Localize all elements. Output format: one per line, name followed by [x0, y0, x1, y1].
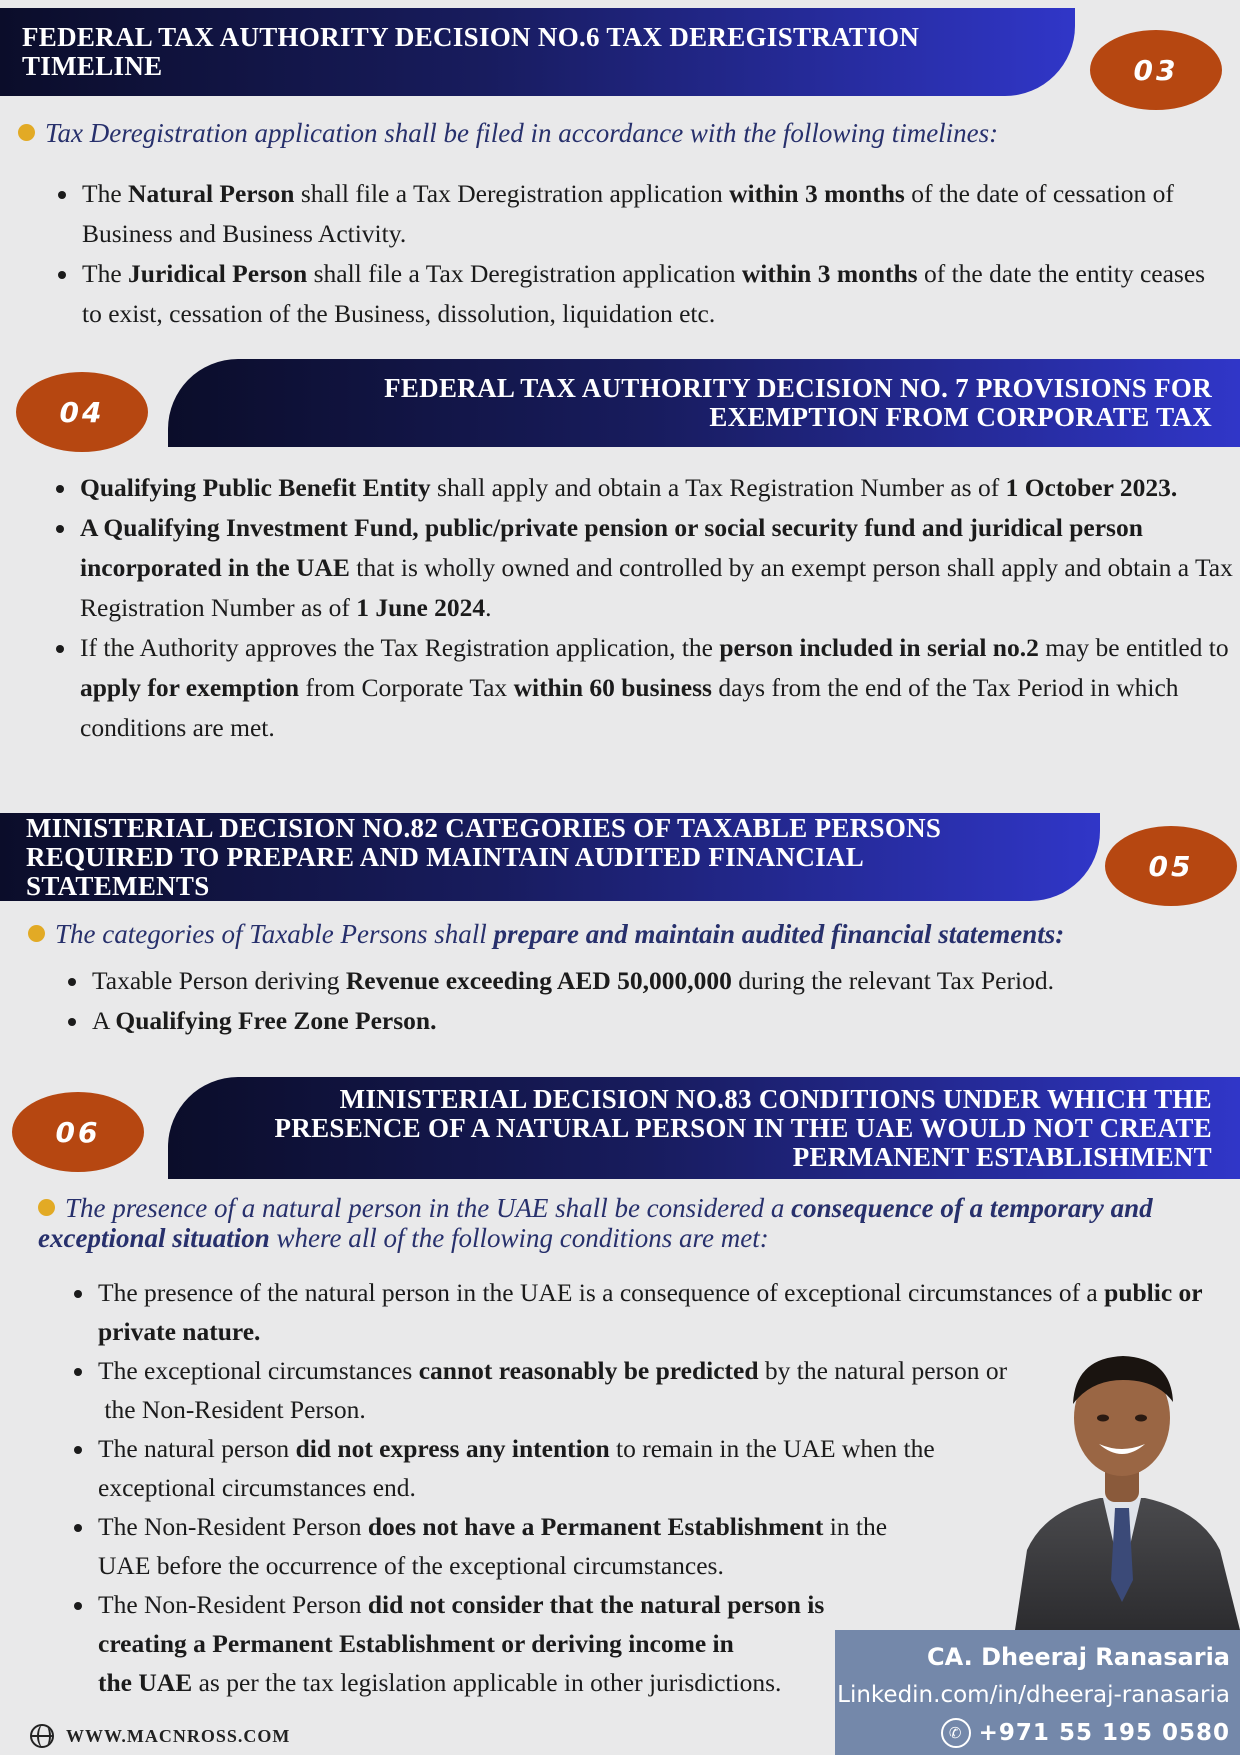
section-04-title-line-2: EXEMPTION FROM CORPORATE TAX: [709, 402, 1212, 432]
section-05-banner: [0, 813, 1100, 901]
contact-card: [835, 1630, 1240, 1755]
section-06-badge: 06: [12, 1092, 144, 1172]
section-04-banner: [168, 359, 1240, 447]
section-06-title-line-2: PRESENCE OF A NATURAL PERSON IN THE UAE WOULD NOT CREATE: [274, 1112, 1212, 1143]
section-05-title-line-1: MINISTERIAL DECISION NO.82 CATEGORIES OF TAXABLE PERSONS: [26, 812, 942, 843]
list-item: • The exceptional circumstances cannot reasonably be predicted by the natural person or the Non-Resident Person.: [96, 1351, 1240, 1429]
bullet-dot-icon: [38, 1199, 55, 1216]
bullet-dot-icon: [18, 124, 35, 141]
presenter-photo: [1005, 1340, 1240, 1630]
section-04-badge: 04: [16, 372, 148, 452]
section-05-intro-text: The categories of Taxable Persons shall: [55, 919, 494, 949]
section-06-title-line-1: MINISTERIAL DECISION NO.83 CONDITIONS UNDER WHICH THE: [339, 1083, 1212, 1114]
section-06-intro-text: The presence of a natural person in the UAE shall be considered a consequence of a temporary and exceptional situation where all of the following conditions are met:: [38, 1193, 1153, 1253]
section-04-list: [52, 468, 1240, 748]
contact-name: CA. Dheeraj Ranasaria: [927, 1643, 1230, 1671]
section-06-intro: [38, 1193, 1208, 1253]
section-05-title-line-2: REQUIRED TO PREPARE AND MAINTAIN AUDITED FINANCIAL STATEMENTS: [26, 841, 863, 901]
section-06-title-line-3: PERMANENT ESTABLISHMENT: [792, 1141, 1212, 1172]
section-06-banner: [168, 1077, 1240, 1179]
website-link[interactable]: WWW.MACNROSS.COM: [66, 1725, 291, 1746]
section-04-title-line-1: FEDERAL TAX AUTHORITY DECISION NO. 7 PROVISIONS FOR: [384, 373, 1212, 403]
section-05-intro: [28, 919, 1228, 949]
section-03-intro-text: Tax Deregistration application shall be filed in accordance with the following timelines:: [45, 118, 999, 148]
globe-icon: [30, 1724, 54, 1748]
section-03-title-line-1: FEDERAL TAX AUTHORITY DECISION NO.6 TAX DEREGISTRATION: [22, 22, 920, 52]
list-item: • A Qualifying Investment Fund, public/private pension or social security fund and juridical person incorporated in the UAE that is wholly owned and controlled by an exempt person shall apply and obtain a Tax Registration Number as of 1 June 2024.: [78, 508, 1240, 628]
list-item: • Qualifying Public Benefit Entity shall apply and obtain a Tax Registration Number as of 1 October 2023.: [78, 468, 1240, 508]
list-item: • The Juridical Person shall file a Tax Deregistration application within 3 months of the date the entity ceases to exist, cessation of the Business, dissolution, liquidation etc.: [80, 254, 1210, 334]
list-item: • A Qualifying Free Zone Person.: [90, 1001, 1240, 1041]
list-item: • Taxable Person deriving Revenue exceeding AED 50,000,000 during the relevant Tax Period.: [90, 961, 1240, 1001]
section-03-badge: 03: [1090, 30, 1222, 110]
list-item: • The Non-Resident Person does not have a Permanent Establishment in the UAE before the occurrence of the exceptional circumstances.: [96, 1507, 1240, 1585]
linkedin-link[interactable]: Linkedin.com/in/dheeraj-ranasaria: [837, 1682, 1230, 1708]
phone-icon: ✆: [941, 1718, 971, 1748]
contact-phone: [835, 1714, 1230, 1752]
list-item: • The natural person did not express any intention to remain in the UAE when the exceptional circumstances end.: [96, 1429, 1240, 1507]
list-item: • The presence of the natural person in the UAE is a consequence of exceptional circumstances of a public or private nature.: [96, 1273, 1240, 1351]
contact-phone-number: +971 55 195 0580: [978, 1720, 1230, 1746]
section-05-intro-emphasis: prepare and maintain audited financial statements:: [493, 919, 1065, 949]
list-item: • The Natural Person shall file a Tax Deregistration application within 3 months of the date of cessation of Business and Business Activity.: [80, 174, 1210, 254]
section-03-list: [54, 174, 1210, 334]
list-item: • The Non-Resident Person did not consider that the natural person is creating a Permanent Establishment or deriving income in the UAE as per the tax legislation applicable in other jurisdictions.: [96, 1585, 1240, 1702]
section-03-intro: [18, 118, 1218, 148]
section-03-banner: [0, 8, 1075, 96]
footer: [30, 1724, 290, 1748]
bullet-dot-icon: [28, 925, 45, 942]
section-05-badge: 05: [1105, 826, 1237, 906]
list-item: • If the Authority approves the Tax Registration application, the person included in serial no.2 may be entitled to apply for exemption from Corporate Tax within 60 business days from the end of the Tax Period in which conditions are met.: [78, 628, 1240, 748]
section-03-title-line-2: TIMELINE: [22, 51, 163, 81]
section-05-list: [64, 961, 1240, 1041]
